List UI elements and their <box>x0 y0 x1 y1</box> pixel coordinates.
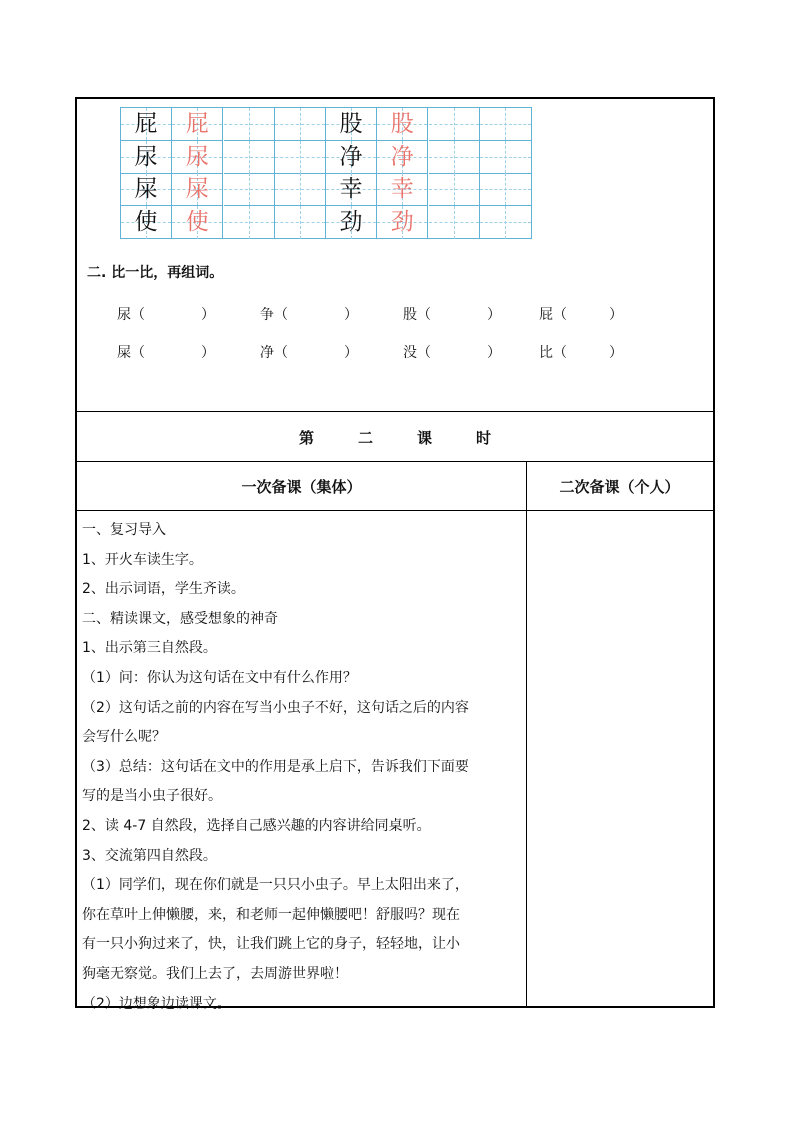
trace-character: 幸 <box>390 176 414 202</box>
grid-cell <box>172 141 223 174</box>
grid-cell <box>480 173 531 206</box>
trace-character: 劲 <box>390 208 414 235</box>
exercise-item: 屎（ ） <box>117 345 215 361</box>
exercise-item: 股（ ） <box>403 307 501 323</box>
grid-cell <box>429 173 480 206</box>
grid-cell <box>172 108 223 141</box>
grid-cell <box>377 206 428 239</box>
content-line: （2）这句话之前的内容在写当小虫子不好，这句话之后的内容 <box>82 699 469 716</box>
model-character: 净 <box>339 143 363 170</box>
grid-cell <box>326 206 377 239</box>
lesson-title-char: 时 <box>476 429 492 447</box>
grid-cell <box>224 173 275 206</box>
content-line: 写的是当小虫子很好。 <box>82 788 222 805</box>
content-line: 3、交流第四自然段。 <box>82 847 217 864</box>
content-line: 二、精读课文，感受想象的神奇 <box>82 610 278 627</box>
content-line: （1）同学们，现在你们就是一只只小虫子。早上太阳出来了， <box>82 877 469 894</box>
column-divider <box>526 461 527 1006</box>
trace-character: 使 <box>185 208 209 235</box>
model-character: 幸 <box>339 176 363 202</box>
exercise-item: 净（ ） <box>260 345 358 361</box>
character-practice-grid <box>120 107 532 239</box>
grid-cell <box>480 108 531 141</box>
content-line: 你在草叶上伸懒腰，来，和老师一起伸懒腰吧！舒服吗？现在 <box>82 906 460 923</box>
content-line: 有一只小狗过来了，快，让我们跳上它的身子，轻轻地，让小 <box>82 936 460 953</box>
trace-character: 净 <box>390 143 414 170</box>
exercise-item: 尿（ ） <box>117 307 215 323</box>
model-character: 屁 <box>134 111 158 137</box>
model-character: 尿 <box>134 143 158 170</box>
grid-cell <box>275 141 326 174</box>
content-line: 一、复习导入 <box>82 522 166 538</box>
grid-cell <box>275 206 326 239</box>
lesson-title-char: 课 <box>417 429 433 447</box>
exercise-item: 比（ ） <box>539 345 623 361</box>
grid-cell <box>377 141 428 174</box>
grid-cell <box>224 108 275 141</box>
grid-cell <box>429 141 480 174</box>
content-line: 1、出示第三自然段。 <box>82 640 217 657</box>
lesson-title-char: 第 <box>298 429 314 447</box>
divider <box>77 461 713 462</box>
trace-character: 屎 <box>185 176 209 202</box>
content-line: 2、出示词语，学生齐读。 <box>82 581 245 598</box>
grid-cell <box>275 173 326 206</box>
model-character: 劲 <box>339 208 363 235</box>
divider <box>77 510 713 511</box>
grid-cell <box>275 108 326 141</box>
grid-cell <box>224 141 275 174</box>
lesson-content <box>82 516 522 1019</box>
grid-cell <box>429 108 480 141</box>
exercise-item: 争（ ） <box>260 307 358 323</box>
grid-cell <box>429 206 480 239</box>
grid-cell <box>326 173 377 206</box>
grid-cell <box>121 108 172 141</box>
content-line: 狗毫无察觉。我们上去了，去周游世界啦！ <box>82 965 348 982</box>
lesson-title <box>77 413 713 463</box>
exercise-item: 屁（ ） <box>539 307 623 323</box>
content-line: （2）边想象边读课文。 <box>82 995 231 1012</box>
trace-character: 尿 <box>185 143 209 170</box>
collective-prep-header: 一次备课（集体） <box>241 478 362 496</box>
grid-cell <box>377 173 428 206</box>
grid-cell <box>224 206 275 239</box>
lesson-title-char: 二 <box>357 429 373 447</box>
grid-cell <box>172 173 223 206</box>
grid-cell <box>121 141 172 174</box>
content-line: 2、读 4-7 自然段，选择自己感兴趣的内容讲给同桌听。 <box>82 817 431 834</box>
trace-character: 屁 <box>185 111 209 137</box>
content-line: （1）问：你认为这句话在文中有什么作用？ <box>82 669 357 686</box>
individual-prep-header: 二次备课（个人） <box>559 478 680 496</box>
divider <box>77 411 713 412</box>
grid-cell <box>121 206 172 239</box>
grid-cell <box>326 108 377 141</box>
content-line: 1、开火车读生字。 <box>82 551 203 568</box>
lesson-plan-table <box>75 97 715 1012</box>
content-line: 会写什么呢？ <box>82 729 166 746</box>
grid-cell <box>480 206 531 239</box>
model-character: 屎 <box>134 176 158 202</box>
exercise-title: 二. 比一比，再组词。 <box>87 265 224 281</box>
model-character: 使 <box>134 208 158 235</box>
grid-cell <box>172 206 223 239</box>
trace-character: 股 <box>390 111 414 137</box>
grid-cell <box>480 141 531 174</box>
model-character: 股 <box>339 111 363 137</box>
grid-cell <box>326 141 377 174</box>
grid-cell <box>377 108 428 141</box>
exercise-item: 没（ ） <box>403 345 501 361</box>
grid-cell <box>121 173 172 206</box>
content-line: （3）总结：这句话在文中的作用是承上启下，告诉我们下面要 <box>82 758 469 775</box>
